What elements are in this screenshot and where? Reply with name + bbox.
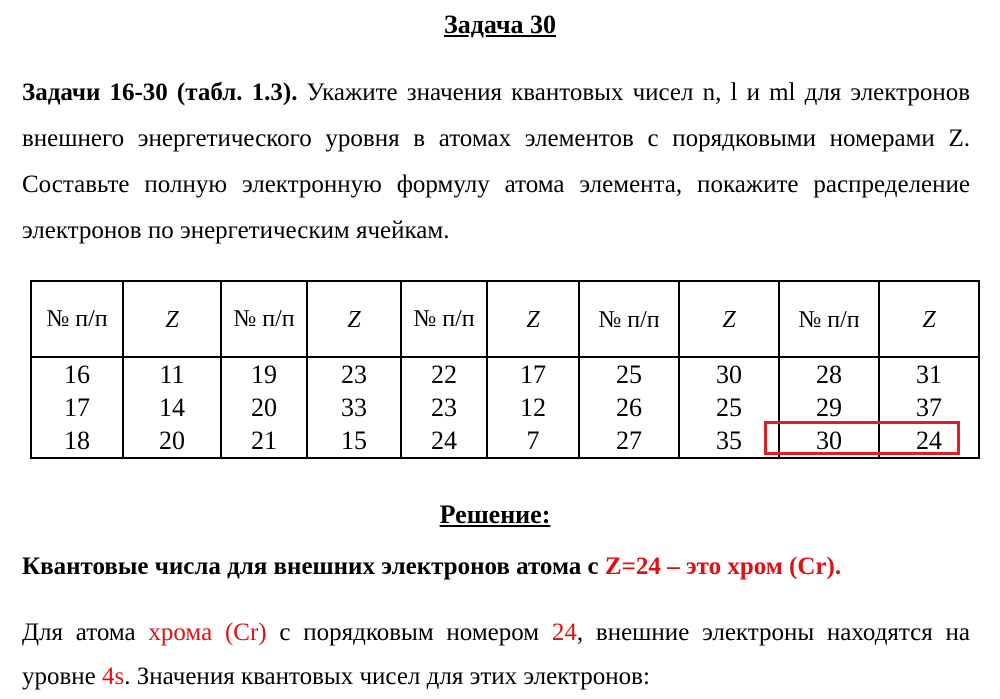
table-cell: 23 (307, 357, 401, 391)
table-cell: 27 (579, 424, 679, 458)
table-cell: 11 (123, 357, 221, 391)
table-cell: 17 (487, 357, 579, 391)
header-num: № п/п (31, 281, 123, 357)
solution-text: Для атома (22, 619, 149, 646)
table-cell: 18 (31, 424, 123, 458)
problem-statement (22, 70, 970, 254)
solution-paragraph (22, 611, 970, 699)
header-z: Z (123, 281, 221, 357)
table-cell: 25 (579, 357, 679, 391)
problem-text: Укажите значения квантовых чисел n, l и ml для электронов внешнего энергетического уровня в атомах элементов с порядковыми номерами Z. Составьте полную электронную формулу атома элемента, покажите распределение электронов по энергетическим ячейкам. (22, 79, 971, 244)
table-cell: 16 (31, 357, 123, 391)
table-cell: 30 (779, 424, 879, 458)
table-cell: 19 (221, 357, 307, 391)
table-cell: 30 (679, 357, 779, 391)
header-num: № п/п (401, 281, 487, 357)
table-cell: 17 (31, 391, 123, 424)
element-name: хрома (Cr) (148, 619, 267, 646)
table-cell: 37 (879, 391, 979, 424)
table-cell: 21 (221, 424, 307, 458)
table-cell: 26 (579, 391, 679, 424)
table-cell: 25 (679, 391, 779, 424)
page-title: Задача 30 (444, 10, 556, 39)
atomic-number: 24 (551, 619, 577, 646)
table-cell: 28 (779, 357, 879, 391)
table-cell: 35 (679, 424, 779, 458)
table-cell: 22 (401, 357, 487, 391)
header-z: Z (879, 281, 979, 357)
problem-ref: Задачи 16-30 (табл. 1.3). (22, 79, 298, 106)
table-row (31, 357, 979, 391)
table-cell: 24 (879, 424, 979, 458)
solution-heading-text: Квантовые числа для внешних электронов атома с (22, 553, 605, 580)
solution-title: Решение: (439, 500, 551, 529)
orbital-level: 4s (102, 663, 125, 690)
table-cell: 31 (879, 357, 979, 391)
solution-heading-element: Z=24 – это хром (Cr). (604, 553, 842, 580)
table-cell: 12 (487, 391, 579, 424)
table-cell: 15 (307, 424, 401, 458)
variants-table (30, 280, 980, 459)
table-header-row (31, 281, 979, 357)
table-cell: 29 (779, 391, 879, 424)
table-cell: 20 (221, 391, 307, 424)
header-z: Z (679, 281, 779, 357)
table-cell: 20 (123, 424, 221, 458)
table-cell: 24 (401, 424, 487, 458)
solution-heading (22, 553, 841, 581)
header-num: № п/п (579, 281, 679, 357)
table-cell: 23 (401, 391, 487, 424)
table-cell: 14 (123, 391, 221, 424)
header-num: № п/п (221, 281, 307, 357)
table-row (31, 424, 979, 458)
header-num: № п/п (779, 281, 879, 357)
header-z: Z (487, 281, 579, 357)
solution-text: , внешние электроны находятся на уровне (22, 619, 971, 690)
table-cell: 33 (307, 391, 401, 424)
solution-text: . Значения квантовых чисел для этих электронов: (124, 663, 650, 690)
table-cell: 7 (487, 424, 579, 458)
solution-text: с порядковым номером (266, 619, 552, 646)
header-z: Z (307, 281, 401, 357)
table-row (31, 391, 979, 424)
